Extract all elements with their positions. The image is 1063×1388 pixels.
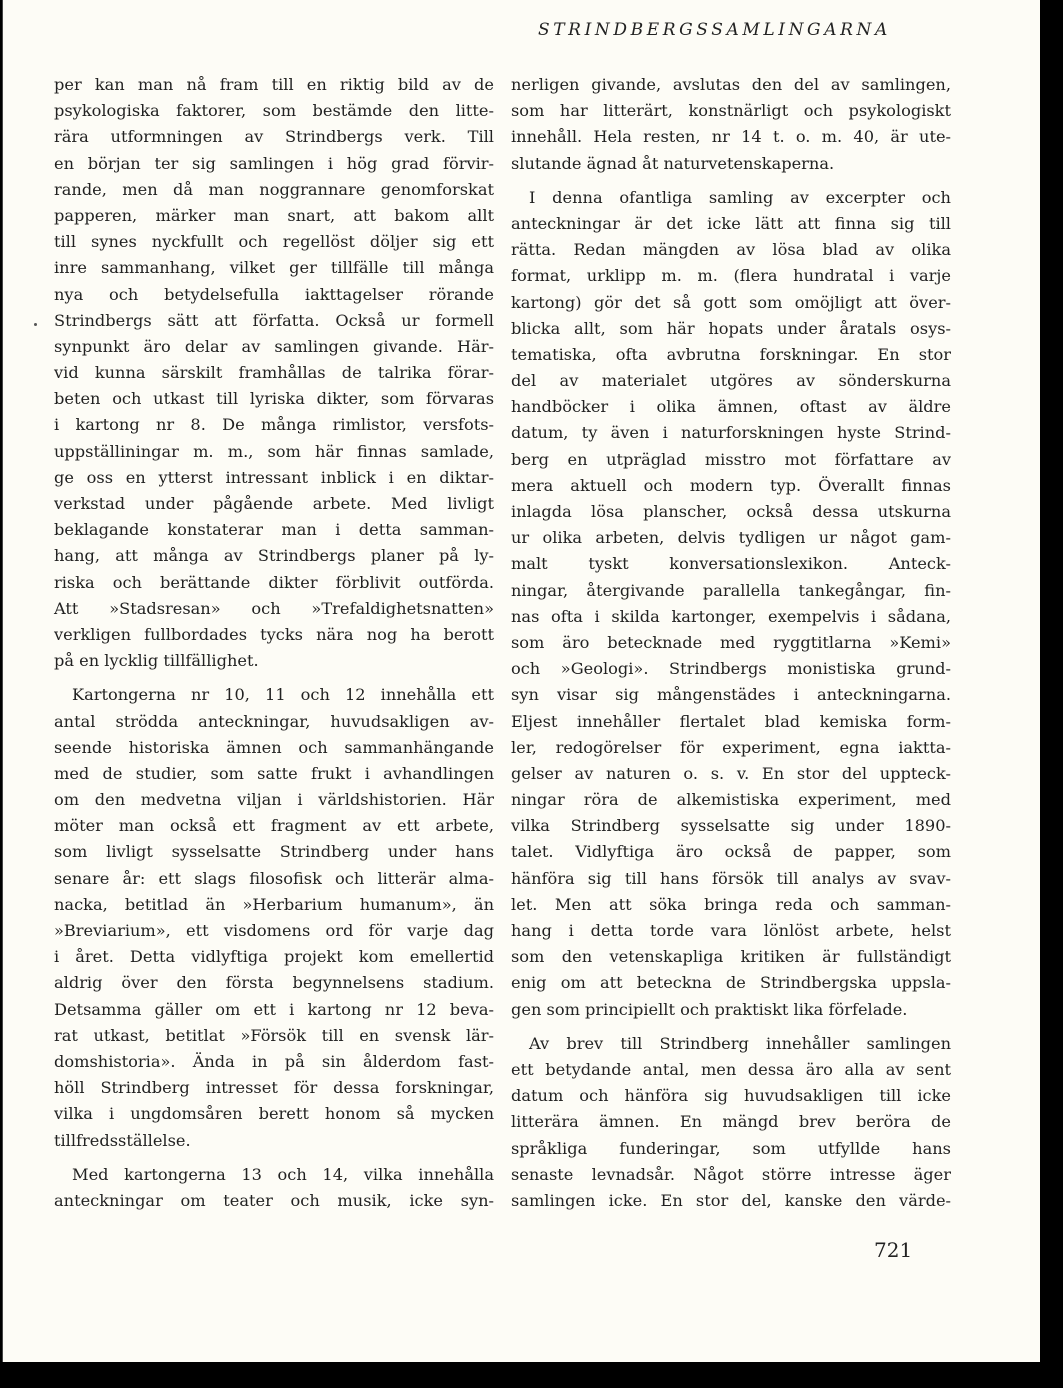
text-line: ge oss en ytterst intressant inblick i en diktar- [54,467,494,487]
text-line: inre sammanhang, vilket ger tillfälle till många [54,258,494,278]
paragraph [54,1162,494,1214]
text-line: handböcker i olika ämnen, oftast av äldre [511,397,951,417]
text-line: som har litterärt, konstnärligt och psykologiskt [511,101,951,121]
text-line: Strindbergs sätt att författa. Också ur formell [54,310,494,330]
text-line: verkligen fullbordades tycks nära nog ha berott [54,624,494,644]
text-line: språkliga funderingar, som utfyllde hans [511,1138,951,1158]
text-line: beten och utkast till lyriska dikter, som förvaras [54,389,494,409]
text-line: som den vetenskapliga kritiken är fullständigt [511,947,951,967]
text-line: tillfredsställelse. [54,1130,191,1150]
text-line: litterära ämnen. En mängd brev beröra de [511,1112,951,1132]
book-page [2,0,1040,1362]
left-column [54,72,494,1222]
text-line: gen som principiellt och praktiskt lika förfelade. [511,999,908,1019]
text-line: ningar röra de alkemistiska experiment, med [511,790,951,810]
text-line: per kan man nå fram till en riktig bild av de [54,75,494,94]
text-line: möter man också ett fragment av ett arbete, [54,816,494,836]
running-head: STRINDBERGSSAMLINGARNA [538,20,891,40]
text-line: nya och betydelsefulla iakttagelser rörande [54,284,494,304]
paragraph [511,72,951,177]
paragraph [54,682,494,1153]
text-line: Kartongerna nr 10, 11 och 12 innehålla ett [72,685,494,705]
text-line: rande, men då man noggrannare genomforskat [54,179,494,199]
text-line: rätta. Redan mängden av lösa blad av olika [511,240,951,260]
right-column [511,72,951,1222]
margin-mark [34,323,37,326]
text-line: del av materialet utgöres av sönderskurna [511,371,951,391]
text-line: papperen, märker man snart, att bakom allt [54,205,494,225]
text-line: syn visar sig mångenstädes i anteckningarna. [511,685,951,705]
paragraph [511,1031,951,1214]
text-line: gelser av naturen o. s. v. En stor del uppteck- [511,763,951,783]
text-line: datum och hänföra sig huvudsakligen till icke [511,1086,951,1106]
text-line: mera aktuell och modern typ. Överallt finnas [511,475,951,495]
text-line: om den medvetna viljan i världshistorien. Här [54,790,494,810]
text-line: inlagda lösa planscher, också dessa utskurna [511,502,951,521]
text-line: anteckningar om teater och musik, icke syn- [54,1190,494,1210]
text-line: »Breviarium», ett visdomens ord för varje dag [54,921,494,940]
text-line: rat utkast, betitlat »Försök till en svensk lär- [54,1025,494,1045]
text-line: seende historiska ämnen och sammanhängande [54,737,494,757]
text-line: i året. Detta vidlyftiga projekt kom emellertid [54,947,494,967]
text-line: hänföra sig till hans försök till analys av svav- [511,868,951,888]
text-line: I denna ofantliga samling av excerpter och [529,187,951,207]
text-line: hang, att många av Strindbergs planer på ly- [54,546,494,566]
text-line: aldrig över den första begynnelsens stadium. [54,973,494,993]
text-line: i kartong nr 8. De många rimlistor, versfots- [54,415,494,435]
text-line: format, urklipp m. m. (flera hundratal i varje [511,266,951,286]
text-line: och »Geologi». Strindbergs monistiska grund- [511,659,951,679]
text-line: Detsamma gäller om ett i kartong nr 12 beva- [54,999,494,1019]
text-line: som äro betecknade med ryggtitlarna »Kemi» [511,632,951,652]
text-line: talet. Vidlyftiga äro också de papper, som [511,842,951,862]
text-line: innehåll. Hela resten, nr 14 t. o. m. 40, är ute- [511,127,951,147]
text-line: psykologiska faktorer, som bestämde den litte- [54,101,494,121]
text-line: uppställiningar m. m., som här finnas samlade, [54,441,494,461]
text-line: Att »Stadsresan» och »Trefaldighetsnatten» [54,598,494,618]
text-line: malt tyskt konversationslexikon. Anteck- [511,554,951,574]
text-line: med de studier, som satte frukt i avhandlingen [54,763,494,783]
text-line: ur olika arbeten, delvis tydligen ur något gam- [511,528,951,548]
text-line: senaste levnadsår. Något större intresse äger [511,1164,951,1184]
text-line: höll Strindberg intresset för dessa forskningar, [54,1078,494,1098]
text-line: Av brev till Strindberg innehåller samlingen [529,1033,951,1053]
text-line: antal strödda anteckningar, huvudsakligen av- [54,711,494,731]
text-line: ett betydande antal, men dessa äro alla av sent [511,1059,951,1079]
text-line: tematiska, ofta avbrutna forskningar. En stor [511,344,951,364]
text-line: senare år: ett slags filosofisk och litterär alma- [54,868,494,888]
text-line: berg en utpräglad misstro mot författare av [511,449,951,469]
text-line: nas ofta i skilda kartonger, exempelvis i sådana, [511,606,951,626]
text-line: på en lycklig tillfällighet. [54,651,259,671]
text-line: synpunkt äro delar av samlingen givande. Här- [54,336,494,356]
text-line: kartong) gör det så gott som omöjligt att över- [511,292,951,312]
text-line: en början ter sig samlingen i hög grad förvir- [54,153,494,173]
text-line: ler, redogörelser för experiment, egna iaktta- [511,737,951,757]
text-line: ningar, återgivande parallella tankegångar, fin- [511,580,951,600]
text-line: rära utformningen av Strindbergs verk. Till [54,127,494,147]
text-line: slutande ägnad åt naturvetenskaperna. [511,153,835,173]
text-line: anteckningar är det icke lätt att finna sig till [511,213,951,233]
text-line: vid kunna särskilt framhållas de talrika förar- [54,363,494,383]
text-line: vilka Strindberg sysselsatte sig under 1890- [511,816,951,836]
text-line: samlingen icke. En stor del, kanske den värde- [511,1190,951,1210]
text-line: som livligt sysselsatte Strindberg under hans [54,842,494,862]
text-line: beklagande konstaterar man i detta samman- [54,520,494,540]
page-number: 721 [874,1238,913,1262]
paragraph [511,185,951,1023]
text-line: datum, ty även i naturforskningen hyste Strind- [511,423,951,443]
text-line: enig om att beteckna de Strindbergska uppsla- [511,973,951,993]
text-line: Eljest innehåller flertalet blad kemiska form- [511,711,951,731]
paragraph [54,72,494,674]
text-line: hang i detta torde vara lönlöst arbete, helst [511,921,951,940]
text-line: nerligen givande, avslutas den del av samlingen, [511,75,951,94]
text-line: let. Men att söka bringa reda och samman- [511,894,951,914]
text-line: Med kartongerna 13 och 14, vilka innehålla [72,1164,494,1184]
text-line: till synes nyckfullt och regellöst döljer sig ett [54,232,494,252]
text-line: riska och berättande dikter förblivit outförda. [54,572,494,592]
text-line: nacka, betitlad än »Herbarium humanum», än [54,894,494,914]
text-line: vilka i ungdomsåren berett honom så mycken [54,1104,494,1124]
text-line: verkstad under pågående arbete. Med livligt [54,494,494,513]
text-line: domshistoria». Ända in på sin ålderdom fast- [54,1051,494,1071]
text-line: blicka allt, som här hopats under åratals osys- [511,318,951,338]
